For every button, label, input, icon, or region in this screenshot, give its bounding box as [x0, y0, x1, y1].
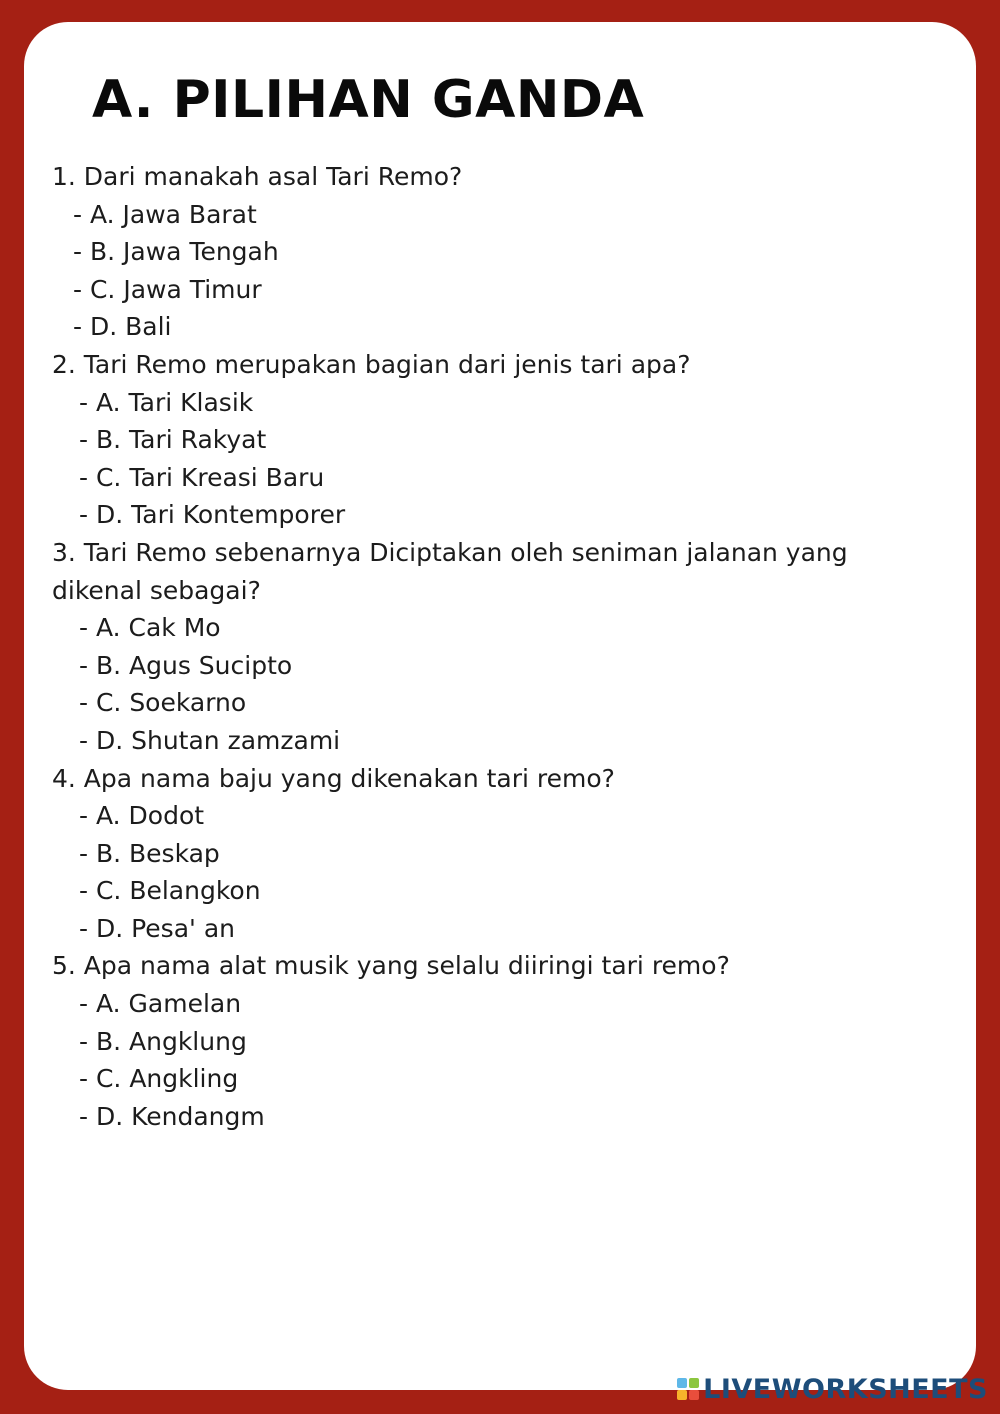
- option-c: - C. Soekarno: [79, 688, 247, 718]
- option-c: - C. Jawa Timur: [73, 274, 262, 304]
- logo-square-3: [677, 1390, 687, 1400]
- option-a: - A. Dodot: [79, 801, 205, 831]
- option-a: - A. Cak Mo: [79, 613, 221, 643]
- liveworksheets-logo-icon: [677, 1378, 699, 1400]
- option-b: - B. Beskap: [79, 838, 220, 868]
- option-c: - C. Angkling: [79, 1064, 239, 1094]
- question-text: 4. Apa nama baju yang dikenakan tari remo?: [52, 763, 615, 793]
- logo-square-4: [689, 1390, 699, 1400]
- logo-square-2: [689, 1378, 699, 1388]
- option-d: - D. Bali: [73, 312, 172, 342]
- option-b: - B. Agus Sucipto: [79, 650, 293, 680]
- option-a: - A. Jawa Barat: [73, 199, 257, 229]
- question-text: 2. Tari Remo merupakan bagian dari jenis tari apa?: [52, 349, 691, 379]
- option-c: - C. Belangkon: [79, 876, 261, 906]
- option-b: - B. Tari Rakyat: [79, 425, 267, 455]
- question-2: [52, 346, 932, 534]
- liveworksheets-watermark: [677, 1374, 988, 1404]
- question-5: [52, 947, 932, 1135]
- question-3: [52, 534, 932, 760]
- question-1: [52, 158, 932, 346]
- option-d: - D. Tari Kontemporer: [79, 500, 346, 530]
- option-c: - C. Tari Kreasi Baru: [79, 462, 325, 492]
- brand-name: LIVEWORKSHEETS: [703, 1373, 988, 1405]
- option-d: - D. Shutan zamzami: [79, 725, 341, 755]
- option-d: - D. Pesa' an: [79, 913, 236, 943]
- option-b: - B. Angklung: [79, 1026, 247, 1056]
- question-text: 1. Dari manakah asal Tari Remo?: [52, 162, 463, 191]
- section-title: A. PILIHAN GANDA: [92, 70, 645, 130]
- worksheet-card: [24, 22, 976, 1390]
- option-d: - D. Kendangm: [79, 1101, 265, 1131]
- question-text: 3. Tari Remo sebenarnya Diciptakan oleh seniman jalanan yang dikenal sebagai?: [52, 537, 848, 605]
- logo-square-1: [677, 1378, 687, 1388]
- question-text: 5. Apa nama alat musik yang selalu diiringi tari remo?: [52, 951, 730, 981]
- question-4: [52, 760, 932, 948]
- option-a: - A. Tari Klasik: [79, 387, 254, 417]
- option-a: - A. Gamelan: [79, 989, 242, 1019]
- option-b: - B. Jawa Tengah: [73, 237, 279, 267]
- question-list: [52, 158, 932, 1135]
